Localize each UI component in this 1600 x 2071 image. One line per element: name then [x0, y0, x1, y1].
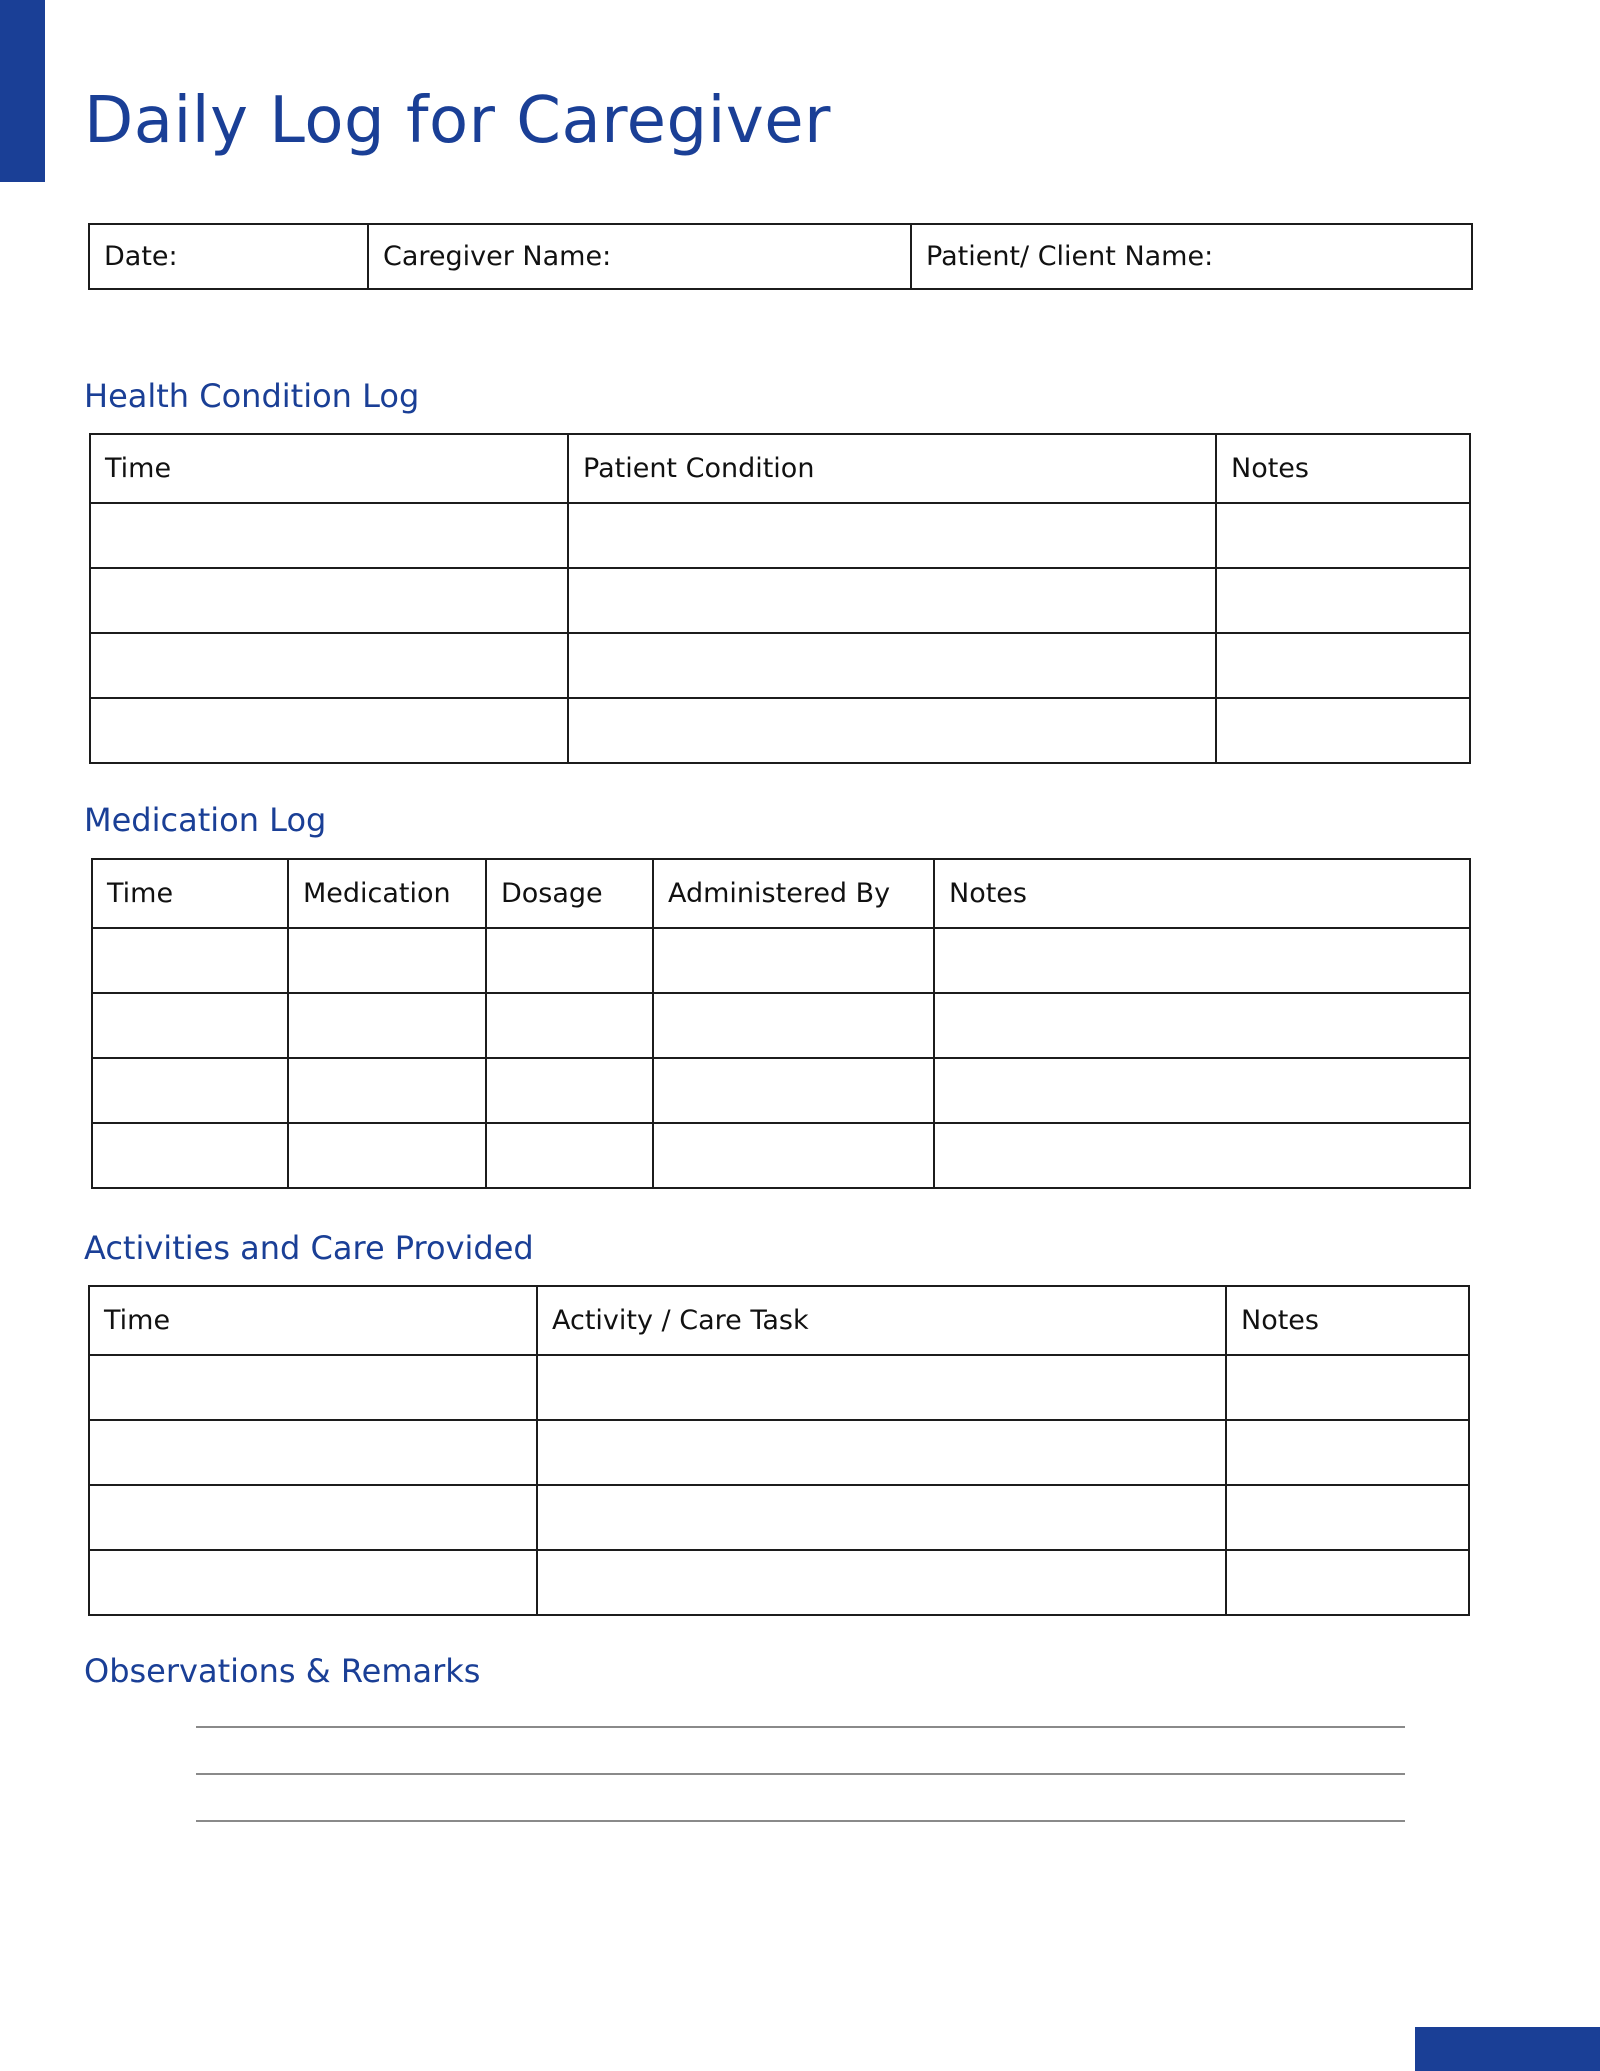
notes-cell[interactable]	[934, 928, 1470, 993]
medication-cell[interactable]	[288, 1058, 486, 1123]
activity-cell[interactable]	[537, 1550, 1226, 1615]
notes-cell[interactable]	[1226, 1550, 1469, 1615]
notes-cell[interactable]	[1216, 633, 1470, 698]
time-cell[interactable]	[92, 993, 288, 1058]
column-header-time: Time	[92, 859, 288, 928]
patient-condition-cell[interactable]	[568, 503, 1216, 568]
time-cell[interactable]	[89, 1550, 537, 1615]
time-cell[interactable]	[90, 568, 568, 633]
notes-cell[interactable]	[934, 993, 1470, 1058]
notes-cell[interactable]	[1216, 568, 1470, 633]
time-cell[interactable]	[92, 1123, 288, 1188]
patient-condition-cell[interactable]	[568, 633, 1216, 698]
observation-line[interactable]	[196, 1820, 1405, 1822]
notes-cell[interactable]	[934, 1058, 1470, 1123]
column-header-administered-by: Administered By	[653, 859, 934, 928]
column-header-medication: Medication	[288, 859, 486, 928]
activities-log-header-row	[89, 1286, 1469, 1355]
dosage-cell[interactable]	[486, 1058, 653, 1123]
time-cell[interactable]	[90, 503, 568, 568]
date-label: Date:	[104, 241, 178, 272]
info-row	[89, 224, 1472, 289]
medication-log-header-row	[92, 859, 1470, 928]
table-row	[92, 1058, 1470, 1123]
administered-by-cell[interactable]	[653, 1123, 934, 1188]
column-header-activity-care-task: Activity / Care Task	[537, 1286, 1226, 1355]
table-row	[92, 1123, 1470, 1188]
patient-name-label: Patient/ Client Name:	[926, 241, 1214, 272]
column-header-time: Time	[89, 1286, 537, 1355]
time-cell[interactable]	[89, 1485, 537, 1550]
medication-log-heading: Medication Log	[84, 801, 327, 839]
table-row	[89, 1550, 1469, 1615]
caregiver-name-label: Caregiver Name:	[383, 241, 612, 272]
column-header-patient-condition: Patient Condition	[568, 434, 1216, 503]
column-header-dosage: Dosage	[486, 859, 653, 928]
time-cell[interactable]	[89, 1420, 537, 1485]
table-row	[90, 568, 1470, 633]
table-row	[90, 698, 1470, 763]
column-header-notes: Notes	[1216, 434, 1470, 503]
patient-condition-cell[interactable]	[568, 568, 1216, 633]
notes-cell[interactable]	[1226, 1355, 1469, 1420]
table-row	[89, 1355, 1469, 1420]
medication-cell[interactable]	[288, 993, 486, 1058]
table-row	[90, 633, 1470, 698]
table-row	[90, 503, 1470, 568]
accent-bar-top	[0, 0, 45, 182]
medication-log-table	[91, 858, 1471, 1189]
dosage-cell[interactable]	[486, 993, 653, 1058]
time-cell[interactable]	[92, 928, 288, 993]
notes-cell[interactable]	[1226, 1485, 1469, 1550]
dosage-cell[interactable]	[486, 928, 653, 993]
time-cell[interactable]	[92, 1058, 288, 1123]
health-log-header-row	[90, 434, 1470, 503]
column-header-time: Time	[90, 434, 568, 503]
caregiver-name-field[interactable]	[368, 224, 911, 289]
patient-condition-cell[interactable]	[568, 698, 1216, 763]
table-row	[89, 1420, 1469, 1485]
administered-by-cell[interactable]	[653, 1058, 934, 1123]
date-field[interactable]	[89, 224, 368, 289]
accent-block-bottom	[1415, 2027, 1600, 2071]
observation-line[interactable]	[196, 1773, 1405, 1775]
patient-name-field[interactable]	[911, 224, 1472, 289]
table-row	[92, 928, 1470, 993]
medication-cell[interactable]	[288, 928, 486, 993]
table-row	[92, 993, 1470, 1058]
activities-log-table	[88, 1285, 1470, 1616]
time-cell[interactable]	[90, 698, 568, 763]
administered-by-cell[interactable]	[653, 928, 934, 993]
notes-cell[interactable]	[1226, 1420, 1469, 1485]
dosage-cell[interactable]	[486, 1123, 653, 1188]
activities-log-heading: Activities and Care Provided	[84, 1229, 534, 1267]
table-row	[89, 1485, 1469, 1550]
notes-cell[interactable]	[1216, 503, 1470, 568]
activity-cell[interactable]	[537, 1420, 1226, 1485]
administered-by-cell[interactable]	[653, 993, 934, 1058]
time-cell[interactable]	[89, 1355, 537, 1420]
column-header-notes: Notes	[934, 859, 1470, 928]
time-cell[interactable]	[90, 633, 568, 698]
notes-cell[interactable]	[1216, 698, 1470, 763]
observations-heading: Observations & Remarks	[84, 1652, 481, 1690]
notes-cell[interactable]	[934, 1123, 1470, 1188]
column-header-notes: Notes	[1226, 1286, 1469, 1355]
page-title: Daily Log for Caregiver	[84, 84, 831, 158]
info-table	[88, 223, 1473, 290]
health-log-heading: Health Condition Log	[84, 377, 420, 415]
medication-cell[interactable]	[288, 1123, 486, 1188]
activity-cell[interactable]	[537, 1485, 1226, 1550]
activity-cell[interactable]	[537, 1355, 1226, 1420]
observation-line[interactable]	[196, 1726, 1405, 1728]
health-log-table	[89, 433, 1471, 764]
